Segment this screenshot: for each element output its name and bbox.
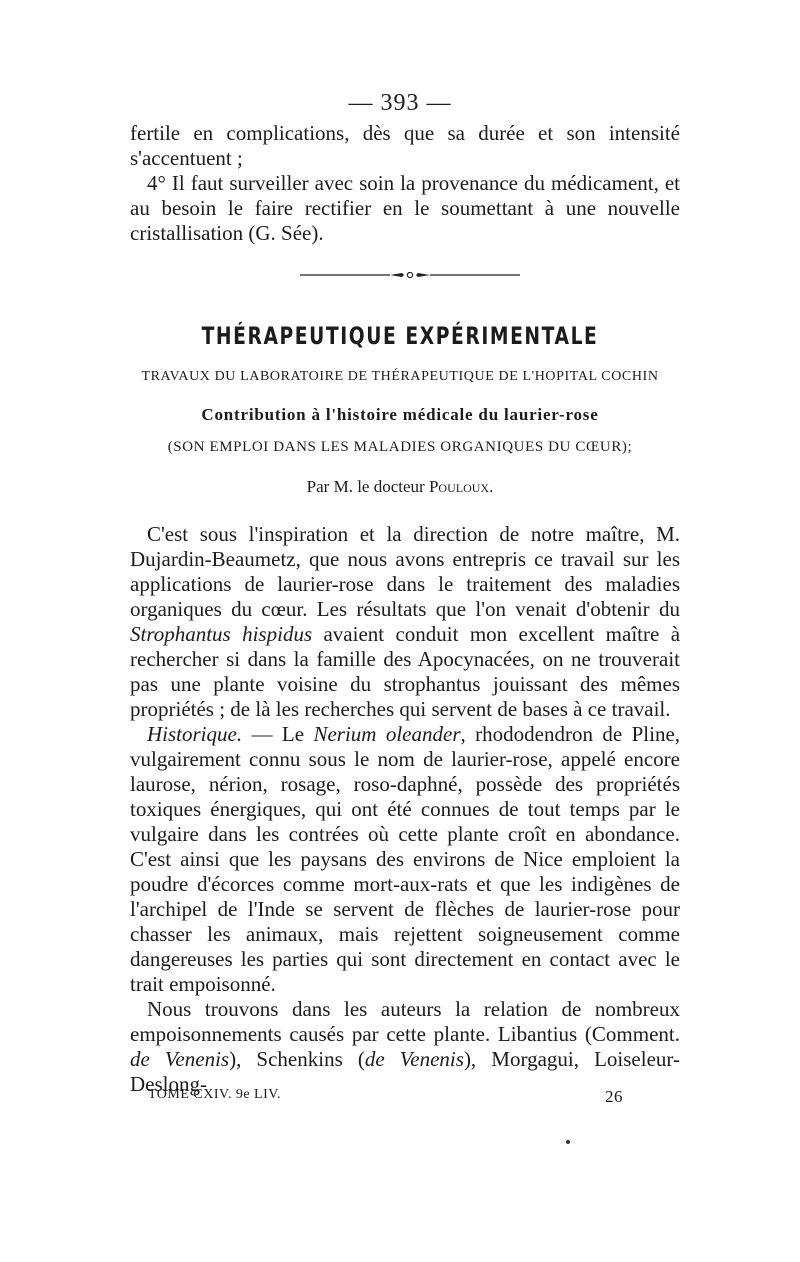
species-name: Nerium oleander bbox=[313, 722, 461, 746]
text-run: avaient conduit mon excellent maître à rechercher si dans la famille des Apocynacées, on ne trouverait pas une plante voisine du strophantus jouissant des mêmes propriétés ; de là les recherches qui servent de bases à ce travail. bbox=[130, 622, 681, 721]
paragraph-heading: Historique. bbox=[147, 722, 243, 746]
text-run: Nous trouvons dans les auteurs la relation de nombreux empoisonnements causés par cette plante. Libantius (Comment. bbox=[130, 997, 680, 1046]
species-name: Strophantus hispidus bbox=[130, 622, 313, 646]
article-subtitle: (SON EMPLOI DANS LES MALADIES ORGANIQUES DU CŒUR); bbox=[167, 439, 633, 455]
citation-title: de Venenis bbox=[364, 1047, 464, 1071]
signature-number: 26 bbox=[605, 1087, 623, 1106]
citation-title: de Venenis bbox=[130, 1047, 230, 1071]
body-text bbox=[130, 522, 680, 1097]
page-footer bbox=[148, 1087, 623, 1107]
author-name: Pouloux. bbox=[428, 477, 494, 496]
paragraph-historique bbox=[130, 722, 680, 997]
text-run: — Le bbox=[242, 722, 314, 746]
text-run: ), Morgagui, Loiseleur-Deslong- bbox=[130, 1047, 680, 1096]
article-title: Contribution à l'histoire médicale du laurier-rose bbox=[201, 405, 599, 424]
text-run: C'est sous l'inspiration et la direction de notre maître, M. Dujardin-Beaumetz, que nous avons entrepris ce travail sur les applications de laurier-rose dans le traitement des maladies organiques du cœur. Les résultats que l'on venait d'obtenir du bbox=[130, 522, 680, 621]
ornamental-divider bbox=[300, 272, 520, 278]
section-title: THÉRAPEUTIQUE EXPÉRIMENTALE bbox=[201, 322, 599, 350]
page-number: — 393 — bbox=[348, 90, 452, 116]
text-run: , rhododendron de Pline, vulgairement connu sous le nom de laurier-rose, appelé encore laurose, nérion, rosage, roso-daphné, possède des propriétés toxiques énergiques, qui ont été connues de tout temps par le vulgaire dans les contrées où cette plante croît en abondance. C'est ainsi que les paysans des environs de Nice emploient la poudre d'écorces comme mort-aux-rats et que les indigènes de l'archipel de l'Inde se servent de flèches de laurier-rose pour chasser les animaux, mais rejettent soigneusement comme dangereuses les parties qui sont directement en contact avec le trait empoisonné. bbox=[130, 722, 681, 996]
paragraph-introduction bbox=[130, 522, 680, 722]
author-prefix: Par M. le docteur bbox=[306, 477, 429, 496]
text-run: ), Schenkins ( bbox=[229, 1047, 365, 1071]
paragraph-auteurs bbox=[130, 997, 680, 1097]
paragraph-rule-4: 4° Il faut surveiller avec soin la provenance du médicament, et au besoin le faire rectifier en le soumettant à une nouvelle cristallisation (G. Sée). bbox=[130, 171, 680, 245]
volume-signature: TOME CXIV. 9e LIV. bbox=[148, 1087, 282, 1102]
top-text-block bbox=[130, 121, 680, 246]
section-subtitle: TRAVAUX DU LABORATOIRE DE THÉRAPEUTIQUE DE L'HOPITAL COCHIN bbox=[141, 369, 659, 384]
author-line bbox=[0, 477, 800, 497]
ink-dot bbox=[566, 1140, 570, 1144]
paragraph-continuation: fertile en complications, dès que sa durée et son intensité s'accentuent ; bbox=[130, 121, 680, 170]
